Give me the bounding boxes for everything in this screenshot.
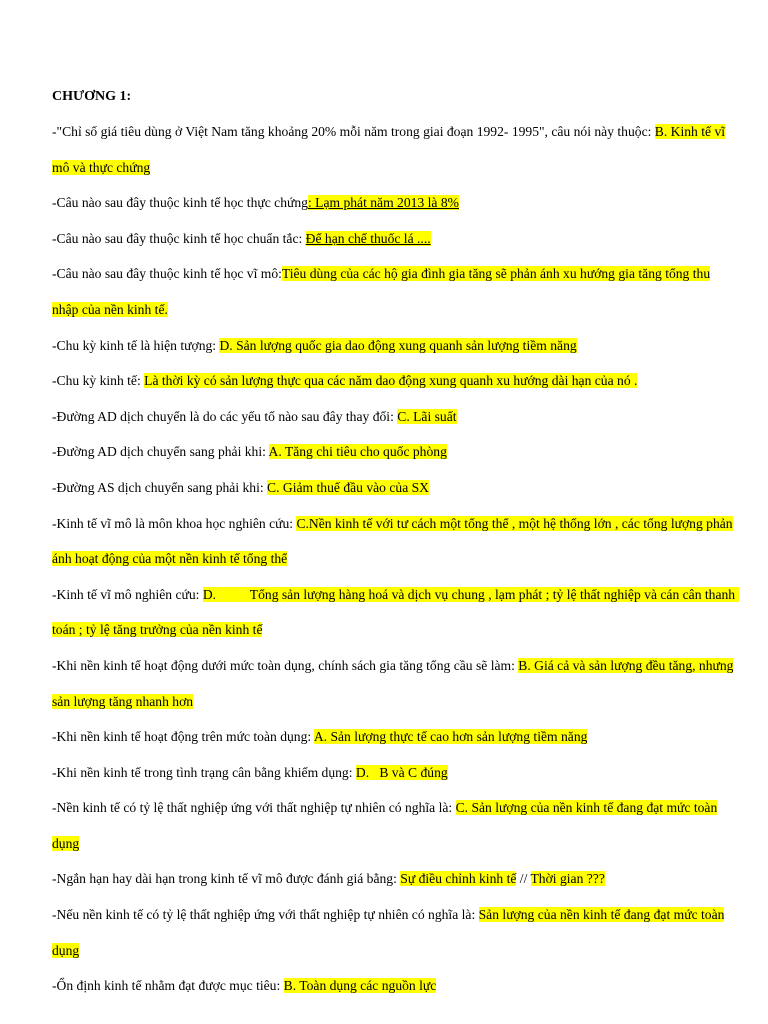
question-text: -Câu nào sau đây thuộc kinh tế học vĩ mô:	[52, 266, 282, 282]
question-text: -Câu nào sau đây thuộc kinh tế học thực chứng	[52, 195, 308, 211]
answer-highlight: C. Giảm thuế đầu vào của SX	[267, 479, 430, 495]
list-item	[52, 577, 738, 648]
list-item	[52, 897, 738, 968]
answer-highlight: A. Sản lượng thực tế cao hơn sản lượng tiềm năng	[313, 729, 588, 745]
answer-highlight: B. Giá cả và sản lượng đều tăng, nhưng sản lượng tăng nhanh hơn	[52, 657, 734, 709]
answer-highlight: : Lạm phát năm 2013 là 8%	[307, 195, 459, 211]
answer-highlight: B. Kinh tế vĩ mô và thực chứng	[52, 124, 726, 175]
question-text: -"Chỉ số giá tiêu dùng ở Việt Nam tăng khoảng 20% mỗi năm trong giai đoạn 1992- 1995", câu nói này thuộc:	[52, 124, 655, 139]
answer-highlight: D. B và C đúng	[355, 764, 448, 780]
question-text: -Đường AD dịch chuyển là do các yếu tố nào sau đây thay đổi:	[52, 408, 398, 424]
chapter-heading: CHƯƠNG 1:	[52, 89, 132, 104]
question-text: -Đường AS dịch chuyển sang phải khi:	[52, 479, 268, 495]
question-text: -Khi nền kinh tế hoạt động dưới mức toàn dụng, chính sách gia tăng tổng cầu sẽ làm:	[52, 657, 519, 673]
question-text: -Khi nền kinh tế trong tình trạng cân bằng khiếm dụng:	[52, 764, 356, 780]
question-text: -Khi nền kinh tế hoạt động trên mức toàn dụng:	[52, 729, 314, 745]
list-item	[52, 221, 738, 257]
answer-highlight: C.Nền kinh tế với tư cách một tổng thể , một hệ thống lớn , các tổng lượng phản ánh hoạt động của một nền kinh tế tổng thể	[52, 515, 733, 567]
answer-highlight: Tiêu dùng của các hộ gia đình gia tăng sẽ phản ánh xu hướng gia tăng tổng thu nhập của nền kinh tế.	[52, 266, 711, 317]
question-text: -Ổn định kinh tế nhằm đạt được mục tiêu:	[52, 978, 284, 994]
question-text: -Kinh tế vĩ mô là môn khoa học nghiên cứu:	[52, 515, 297, 531]
answer-highlight: C. Sản lượng của nền kinh tế đang đạt mức toàn dụng	[52, 800, 718, 851]
list-item	[52, 470, 738, 506]
question-text: -Đường AD dịch chuyển sang phải khi:	[52, 444, 269, 460]
list-item	[52, 861, 738, 897]
question-text: -Nếu nền kinh tế có tỷ lệ thất nghiệp ứng với thất nghiệp tự nhiên có nghĩa là:	[52, 907, 479, 923]
list-item	[52, 755, 738, 791]
answer-highlight: D. Sản lượng quốc gia dao động xung quanh sản lượng tiềm năng	[219, 337, 577, 353]
list-item	[52, 114, 738, 185]
answer-highlight: D. Tổng sản lượng hàng hoá và dịch vụ chung , lạm phát ; tỷ lệ thất nghiệp và cán cân thanh toán ; tỷ lệ tăng trưởng của nền kinh tế	[52, 586, 739, 638]
answer-highlight: Sản lượng của nền kinh tế đang đạt mức toàn dụng	[52, 907, 725, 958]
question-text: -Chu kỳ kinh tế là hiện tượng:	[52, 337, 220, 353]
question-text: -Kinh tế vĩ mô nghiên cứu:	[52, 586, 203, 602]
answer-highlight: A. Tăng chi tiêu cho quốc phòng	[268, 444, 447, 460]
answer-highlight-alt: Thời gian ???	[530, 871, 605, 887]
list-item	[52, 719, 738, 755]
list-item	[52, 185, 738, 221]
answer-highlight: Sự điều chỉnh kinh tế	[400, 871, 517, 887]
answer-highlight: C. Lãi suất	[397, 408, 457, 424]
list-item	[52, 506, 738, 577]
list-item	[52, 648, 738, 719]
question-text: -Chu kỳ kinh tế:	[52, 373, 145, 389]
list-item	[52, 256, 738, 327]
list-item	[52, 399, 738, 435]
list-item	[52, 968, 738, 1004]
answer-highlight: Để hạn chế thuốc lá ....	[305, 230, 431, 246]
question-text: -Câu nào sau đây thuộc kinh tế học chuẩn tắc:	[52, 230, 306, 246]
answer-highlight: Là thời kỳ có sản lượng thực qua các năm dao động xung quanh xu hướng dài hạn của nó .	[144, 373, 638, 389]
list-item	[52, 328, 738, 364]
list-item	[52, 363, 738, 399]
question-text: -Nền kinh tế có tỷ lệ thất nghiệp ứng với thất nghiệp tự nhiên có nghĩa là:	[52, 800, 456, 816]
answer-highlight: B. Toàn dụng các nguồn lực	[283, 978, 437, 994]
answer-separator: //	[516, 871, 531, 887]
question-text: -Ngắn hạn hay dài hạn trong kinh tế vĩ mô được đánh giá bằng:	[52, 871, 401, 887]
list-item	[52, 790, 738, 861]
list-item	[52, 434, 738, 470]
